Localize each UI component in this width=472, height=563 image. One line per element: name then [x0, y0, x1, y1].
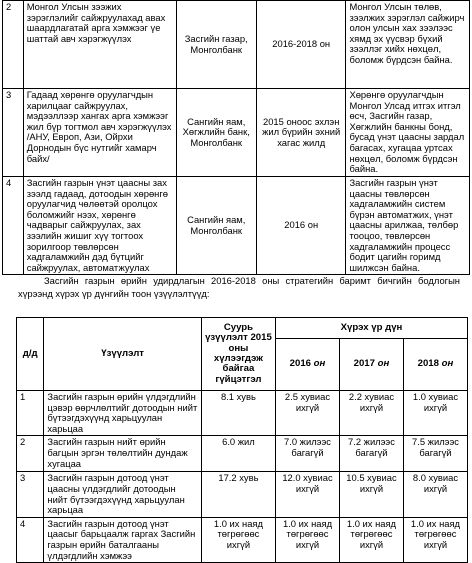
target-2016: 2.5 хувиас ихгүй	[276, 391, 340, 436]
indicators-table	[16, 317, 468, 563]
row-number: 2	[17, 436, 44, 472]
header-target-group: Хүрэх үр дүн	[276, 318, 468, 339]
implementation-period: 2016-2018 он	[256, 1, 346, 89]
row-number: 4	[3, 177, 24, 275]
target-2017: 10.5 хувиас ихгүй	[339, 472, 403, 517]
measure-description: Гадаад хөрөнгө оруулагчдын харилцааг сайжруулах, мэдээллээр хангах арга хэмжээг жил бүр тогтмол авч хэрэгжүүлэх /АНУ, Европ, Ази, Ойрхи Дорнодын бүс нутгийг хамарч байх/	[23, 89, 176, 177]
measures-table	[2, 0, 470, 275]
responsible-organization: Сангийн яам, Монголбанк	[176, 177, 256, 275]
table-row	[17, 391, 468, 436]
header-row	[17, 318, 468, 339]
baseline-value: 1.0 их наяд төгрөгөөс ихгүй	[201, 517, 275, 562]
intro-paragraph: Засгийн газрын өрийн удирдлагын 2016-2018 оны стратегийн баримт бичгийн бодлогын хүрээнд хүрэх үр дүнгийн тоон үзүүлэлтүүд:	[18, 275, 460, 299]
baseline-value: 6.0 жил	[201, 436, 275, 472]
table-row	[3, 1, 470, 89]
baseline-value: 8.1 хувь	[201, 391, 275, 436]
header-indicator: Үзүүлэлт	[44, 318, 201, 391]
row-number: 4	[17, 517, 44, 562]
measure-description: Засгийн газрын үнэт цаасны зах зээлд гадаад, дотоодын хөрөнгө оруулагчид чөлөөтэй оролцох боломжийг нээх, хөрөнгө чадварыг сайжруулах, зах зээлийн жишиг хүү тогтоох зорилгоор төвлөрсөн хадгаламжийн дэд бүтцийг сайжруулах, автоматжуулах	[23, 177, 176, 275]
row-number: 3	[17, 472, 44, 517]
responsible-organization: Сангийн яам, Хөгжлийн банк, Монголбанк	[176, 89, 256, 177]
header-year-2018: 2018 он	[403, 339, 467, 391]
implementation-period: 2015 оноос эхлэн жил бүрийн эхний хагас жилд	[256, 89, 346, 177]
target-2016: 12.0 хувиас ихгүй	[276, 472, 340, 517]
expected-result: Засгийн газрын үнэт цаасны төвлөрсөн хадгаламжийн систем бүрэн автоматжих, үнэт цаасны арилжаа, төлбөр тооцоо, төвлөрсөн хадгаламжийн процесс бодит цагийн горимд шилжсэн байна.	[346, 177, 470, 275]
indicator-description: Засгийн газрын өрийн үлдэгдлийн цэвэр өөрчлөлтийг дотоодын нийт бүтээгдэхүүнд харьцуулан харьцаа	[44, 391, 201, 436]
target-2016: 7.0 жилээс багагүй	[276, 436, 340, 472]
indicator-description: Засгийн газрын дотоод үнэт цаасыг барьцаалж гаргах Засгийн газрын өрийн баталгааны үлдэгдлийн хэмжээ	[44, 517, 201, 562]
row-number: 3	[3, 89, 24, 177]
header-year-2016: 2016 он	[276, 339, 340, 391]
table-row	[17, 517, 468, 562]
header-number: д/д	[17, 318, 44, 391]
baseline-value: 17.2 хувь	[201, 472, 275, 517]
target-2018: 1.0 хувиас ихгүй	[403, 391, 467, 436]
target-2017: 2.2 хувиас ихгүй	[339, 391, 403, 436]
table-row	[3, 177, 470, 275]
implementation-period: 2016 он	[256, 177, 346, 275]
target-2018: 8.0 хувиас ихгүй	[403, 472, 467, 517]
indicator-description: Засгийн газрын нийт өрийн багцын эргэн төлөлтийн дундаж хугацаа	[44, 436, 201, 472]
row-number: 1	[17, 391, 44, 436]
expected-result: Монгол Улсын төлөв, зээлжих зэрэглэл сайжирч олон улсын хах зээлээс хямд эх үүсвэр бүхий зээллэг хийх нөхцөл, боломж бүрдсэн байна.	[346, 1, 470, 89]
target-2017: 1.0 их наяд төгрөгөөс ихгүй	[339, 517, 403, 562]
target-2018: 1.0 их наяд төгрөгөөс ихгүй	[403, 517, 467, 562]
target-2018: 7.5 жилээс багагүй	[403, 436, 467, 472]
target-2016: 1.0 их наяд төгрөгөөс ихгүй	[276, 517, 340, 562]
header-baseline: Суурь үзүүлэлт 2015 оны хүлээгдэж байгаа гүйцэтгэл	[201, 318, 275, 391]
indicator-description: Засгийн газрын дотоод үнэт цаасны үлдэгдлийг дотоодын нийт бүтээгдэхүүнд харьцуулан харьцаа	[44, 472, 201, 517]
table-row	[17, 472, 468, 517]
table-row	[17, 436, 468, 472]
measure-description: Монгол Улсын зээжих зэрэглэлийг сайжруулахад авах шаардлагатай арга хэмжээг үе шаттай авч хэрэгжүүлэх	[23, 1, 176, 89]
expected-result: Хөрөнгө оруулагчдын Монгол Улсад итгэх итгэл өсч, Засгийн газар, Хөгжлийн банкны бонд, бусад үнэт цаасны зардал багасах, хугацаа уртсах нөхцөл, боломж бүрдсэн байна.	[346, 89, 470, 177]
row-number: 2	[3, 1, 24, 89]
target-2017: 7.2 жилээс багагүй	[339, 436, 403, 472]
responsible-organization: Засгийн газар, Монголбанк	[176, 1, 256, 89]
header-year-2017: 2017 он	[339, 339, 403, 391]
table-row	[3, 89, 470, 177]
